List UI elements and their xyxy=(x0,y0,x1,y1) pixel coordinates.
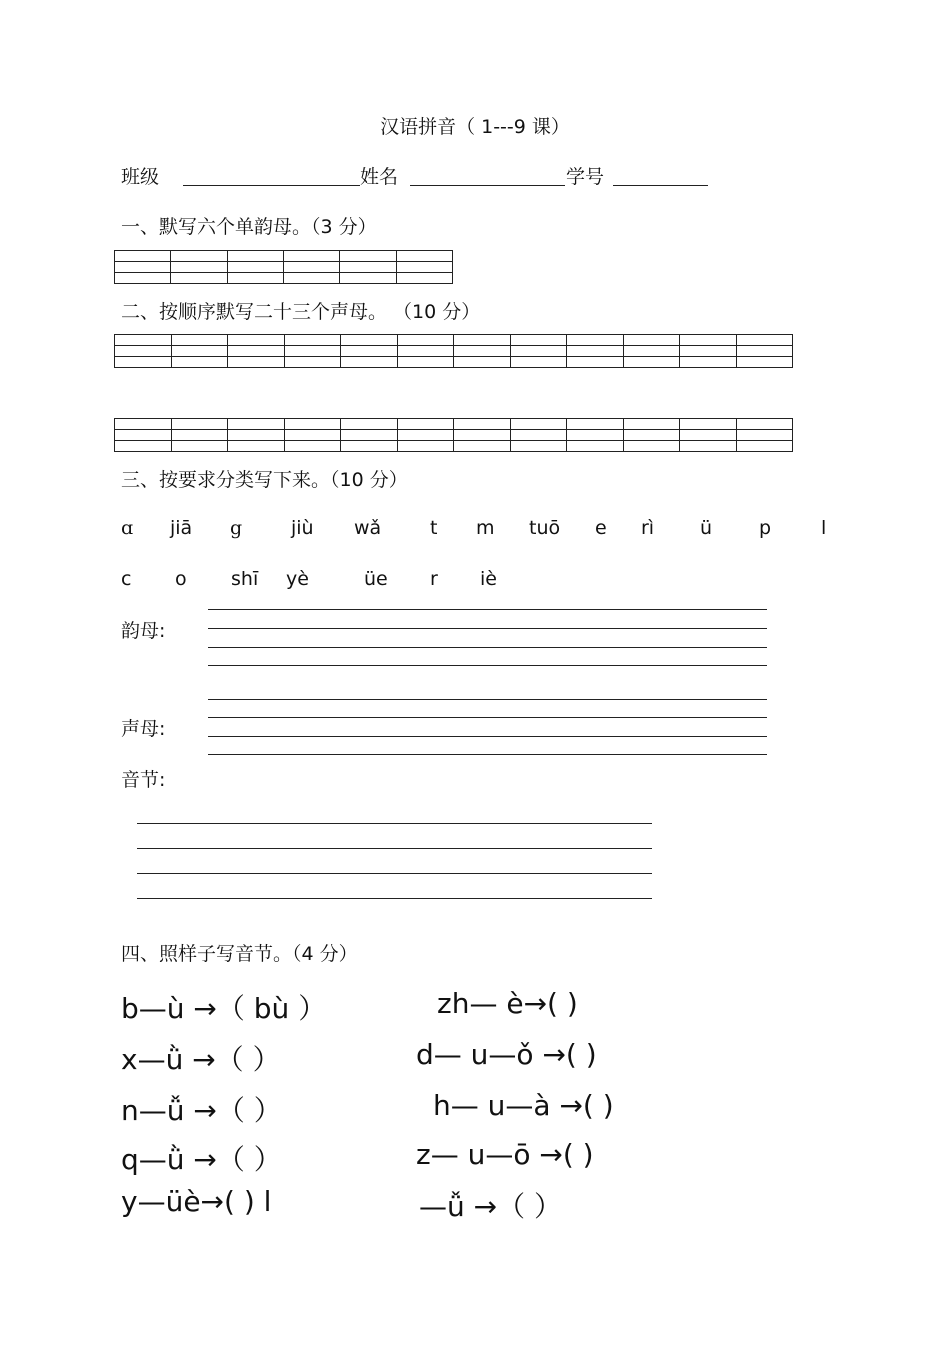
pinyin-item: tuō xyxy=(529,517,561,539)
shengmu-label: 声母: xyxy=(121,718,166,740)
spelling-item[interactable]: z— u—ō →( ) xyxy=(416,1138,594,1171)
writing-line[interactable] xyxy=(208,609,767,610)
number-blank[interactable] xyxy=(613,185,708,186)
page-title: 汉语拼音（ 1---9 课） xyxy=(380,116,570,138)
writing-line[interactable] xyxy=(208,699,767,700)
writing-line[interactable] xyxy=(208,717,767,718)
spelling-item[interactable]: y—üè→( ) l xyxy=(121,1185,272,1218)
pinyin-item: jiā xyxy=(170,517,193,539)
pinyin-item: t xyxy=(430,517,438,539)
writing-line[interactable] xyxy=(208,647,767,648)
pinyin-item: m xyxy=(476,517,495,539)
class-blank[interactable] xyxy=(183,185,360,186)
pinyin-item: iè xyxy=(480,568,497,590)
pinyin-item: shī xyxy=(231,568,259,590)
spelling-item[interactable]: q—ǜ →（ ） xyxy=(121,1143,282,1176)
writing-line[interactable] xyxy=(137,898,652,899)
section3-heading: 三、按要求分类写下来。（10 分） xyxy=(121,469,408,491)
pinyin-item: r xyxy=(430,568,438,590)
writing-line[interactable] xyxy=(137,848,652,849)
pinyin-item: o xyxy=(175,568,187,590)
pinyin-item: ü xyxy=(700,517,713,539)
name-blank[interactable] xyxy=(410,185,565,186)
writing-line[interactable] xyxy=(208,665,767,666)
initials-writing-grid-1[interactable] xyxy=(114,334,793,368)
class-label: 班级 xyxy=(121,166,160,188)
pinyin-item: l xyxy=(821,517,827,539)
writing-line[interactable] xyxy=(208,628,767,629)
section2-heading: 二、按顺序默写二十三个声母。 （10 分） xyxy=(121,301,481,323)
pinyin-item: ɑ xyxy=(121,517,134,539)
pinyin-item: wǎ xyxy=(354,517,382,539)
initials-writing-grid-2[interactable] xyxy=(114,418,793,452)
writing-line[interactable] xyxy=(137,873,652,874)
spelling-item[interactable]: d— u—ǒ →( ) xyxy=(416,1038,597,1071)
writing-line[interactable] xyxy=(137,823,652,824)
writing-line[interactable] xyxy=(208,754,767,755)
vowel-writing-grid[interactable] xyxy=(114,250,453,284)
spelling-item[interactable]: x—ǜ →（ ） xyxy=(121,1043,281,1076)
pinyin-item: jiù xyxy=(291,517,314,539)
pinyin-item: c xyxy=(121,568,132,590)
pinyin-item: p xyxy=(759,517,772,539)
pinyin-item: üe xyxy=(364,568,388,590)
section4-heading: 四、照样子写音节。（4 分） xyxy=(121,943,358,965)
writing-line[interactable] xyxy=(208,736,767,737)
spelling-item[interactable]: h— u—à →( ) xyxy=(433,1089,614,1122)
pinyin-item: e xyxy=(595,517,607,539)
yinjie-label: 音节: xyxy=(121,769,166,791)
spelling-item[interactable]: —ǚ →（ ） xyxy=(419,1190,563,1223)
spelling-item[interactable]: n—ǚ →（ ） xyxy=(121,1094,282,1127)
spelling-item: b—ù →（ bù ） xyxy=(121,992,327,1025)
spelling-item[interactable]: zh— è→( ) xyxy=(437,987,578,1020)
yunmu-label: 韵母: xyxy=(121,620,166,642)
pinyin-item: g xyxy=(230,517,243,539)
name-label: 姓名 xyxy=(360,166,399,188)
number-label: 学号 xyxy=(566,166,605,188)
section1-heading: 一、默写六个单韵母。（3 分） xyxy=(121,216,377,238)
pinyin-item: yè xyxy=(286,568,309,590)
pinyin-item: rì xyxy=(641,517,655,539)
